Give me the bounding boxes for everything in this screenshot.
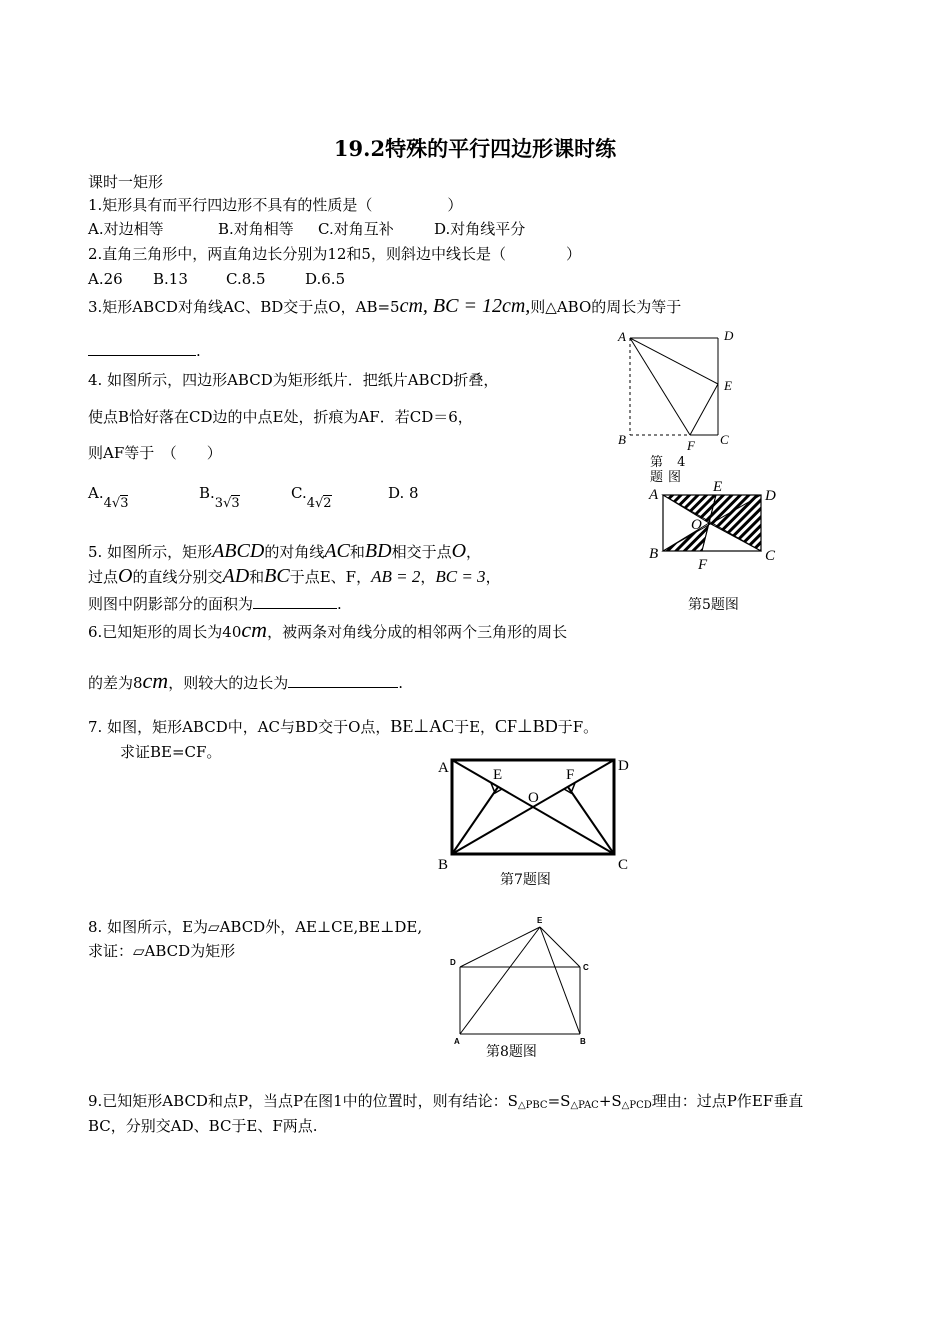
q6-line2: 的差为8cm，则较大的边长为 . bbox=[88, 668, 403, 693]
q5-math-bc3: BC = 3 bbox=[435, 567, 486, 586]
q5-blank[interactable] bbox=[253, 594, 337, 609]
q9-sub-pac: △PAC bbox=[570, 1100, 599, 1111]
q7-segment-be bbox=[452, 787, 498, 854]
q2-stem: 2.直角三角形中，两直角边长分别为12和5，则斜边中线长是（ ） bbox=[88, 245, 581, 263]
q4-label-e: E bbox=[724, 378, 732, 393]
q7-label-f: F bbox=[566, 767, 575, 783]
q4-label-d: D bbox=[724, 328, 734, 343]
q4-label-c: C bbox=[720, 432, 729, 447]
q5-label-d: D bbox=[765, 488, 776, 504]
q4-option-a: A.4√3 bbox=[88, 484, 129, 511]
q4-option-c-coef: 4 bbox=[306, 496, 315, 511]
q4-label-b: B bbox=[618, 432, 626, 447]
q9-sub-pbc: △PBC bbox=[517, 1100, 548, 1111]
q5-line2: 过点O的直线分别交AD和BC于点E、F，AB = 2，BC = 3， bbox=[88, 565, 501, 587]
q7-label-e: E bbox=[493, 767, 503, 783]
q5-shaded-edco bbox=[709, 495, 761, 551]
q7-figure bbox=[430, 748, 640, 878]
q5-label-e: E bbox=[713, 479, 723, 495]
q1-option-d: D.对角线平分 bbox=[434, 220, 526, 238]
q7-line2: 求证BE=CF。 bbox=[120, 743, 222, 761]
q4-fold-af bbox=[630, 338, 690, 435]
q5-label-o: O bbox=[691, 517, 702, 533]
q5-label-a: A bbox=[649, 487, 659, 503]
q1-option-a: A.对边相等 bbox=[88, 220, 164, 238]
q9-sub-pcd: △PCD bbox=[621, 1100, 652, 1111]
q5-math-bd: BD bbox=[364, 540, 392, 562]
q5-figure-caption: 第5题图 bbox=[688, 597, 739, 613]
q3-blank[interactable] bbox=[88, 341, 196, 356]
q6-blank[interactable] bbox=[288, 673, 398, 688]
q4-option-b-coef: 3 bbox=[214, 496, 224, 511]
q8-label-d: D bbox=[450, 958, 456, 967]
q6-line1: 6.已知矩形的周长为40cm，被两条对角线分成的相邻两个三角形的周长 bbox=[88, 617, 568, 642]
q7-rel-be-ac: BE⊥AC bbox=[390, 716, 455, 736]
q5-label-b: B bbox=[649, 546, 659, 562]
q9-line2: BC，分别交AD、BC于E、F两点. bbox=[88, 1117, 318, 1135]
q8-line1: 8. 如图所示，E为▱ABCD外，AE⊥CE,BE⊥DE, bbox=[88, 918, 423, 936]
q5-figure bbox=[645, 478, 785, 578]
q9-line1: 9.已知矩形ABCD和点P，当点P在图1中的位置时，则有结论：$S_{\triangle PBC}=S_{\triangle PAC}+S_{\triangle PCD}$理由：过点P作EF垂直 bbox=[88, 1092, 804, 1111]
q4-line2: 使点B恰好落在CD边的中点E处，折痕为AF．若CD＝6， bbox=[88, 408, 473, 426]
q8-segment-ea bbox=[460, 927, 540, 1034]
q4-label-a: A bbox=[618, 329, 626, 344]
q7-rel-cf-bd: CF⊥BD bbox=[495, 716, 558, 736]
q4-option-b: B.3√3 bbox=[199, 484, 240, 511]
q2-option-a: A.26 bbox=[88, 270, 123, 288]
q7-label-o: O bbox=[528, 790, 539, 806]
q3-text-post: 则△ABO的周长为等于 bbox=[530, 298, 682, 316]
q2-option-b: B.13 bbox=[153, 270, 188, 288]
q5-math-ab2: AB = 2 bbox=[371, 567, 421, 586]
q4-line3: 则AF等于 （ ） bbox=[88, 444, 222, 462]
q3-math: cm, BC = 12cm, bbox=[399, 295, 531, 317]
q5-line3: 则图中阴影部分的面积为 . bbox=[88, 595, 342, 613]
q4-line-ae bbox=[630, 338, 718, 384]
q5-math-ac: AC bbox=[324, 540, 350, 562]
q8-segment-ec bbox=[540, 927, 580, 967]
q8-segment-eb bbox=[540, 927, 580, 1034]
lesson-heading: 课时一矩形 bbox=[88, 173, 164, 191]
q8-segment-ed bbox=[460, 927, 540, 967]
q4-option-a-rad: 3 bbox=[120, 496, 129, 511]
page-title: 19.2特殊的平行四边形课时练 bbox=[333, 136, 617, 161]
q7-label-b: B bbox=[438, 857, 449, 873]
q3-period: . bbox=[196, 342, 201, 360]
q4-figure-caption: 第 4 题图 bbox=[650, 455, 691, 485]
q8-line2: 求证：▱ABCD为矩形 bbox=[88, 942, 236, 960]
q4-option-b-rad: 3 bbox=[231, 496, 240, 511]
q5-label-f: F bbox=[698, 557, 708, 573]
q1-option-b: B.对角相等 bbox=[218, 220, 294, 238]
q8-figure bbox=[445, 912, 605, 1047]
q1-stem: 1.矩形具有而平行四边形不具有的性质是（ ） bbox=[88, 196, 463, 214]
q7-label-d: D bbox=[618, 758, 629, 774]
q5-math-o: O bbox=[451, 540, 467, 562]
q6-unit-2: cm bbox=[142, 668, 169, 693]
q4-option-c-rad: 2 bbox=[323, 496, 332, 511]
q2-option-d: D.6.5 bbox=[305, 270, 346, 288]
q2-option-c: C.8.5 bbox=[226, 270, 266, 288]
q8-label-a: A bbox=[454, 1037, 460, 1046]
q8-label-b: B bbox=[580, 1037, 586, 1046]
q7-label-c: C bbox=[618, 857, 629, 873]
q4-figure bbox=[612, 326, 732, 456]
q3-answer-line bbox=[88, 341, 201, 361]
q5-math-o2: O bbox=[118, 565, 133, 587]
q4-line-ef bbox=[690, 384, 718, 435]
q5-label-c: C bbox=[765, 548, 776, 564]
q7-label-a: A bbox=[438, 760, 449, 776]
q7-line1: 7. 如图，矩形ABCD中，AC与BD交于O点，BE⊥AC于E，CF⊥BD于F。 bbox=[88, 716, 599, 736]
q5-line1: 5. 如图所示，矩形ABCD的对角线AC和BD相交于点O， bbox=[88, 540, 482, 562]
q5-math-ad: AD bbox=[222, 565, 250, 587]
q5-math-bc: BC bbox=[264, 565, 290, 587]
q4-option-a-coef: 4 bbox=[103, 496, 112, 511]
q3-text-pre: 3.矩形ABCD对角线AC、BD交于点O，AB=5 bbox=[88, 298, 400, 316]
q8-label-e: E bbox=[537, 916, 543, 925]
q5-math-abcd: ABCD bbox=[212, 540, 265, 562]
q7-figure-caption: 第7题图 bbox=[500, 872, 551, 888]
q6-unit-1: cm bbox=[241, 617, 268, 642]
q7-segment-cf bbox=[568, 787, 614, 854]
q4-option-d: D. 8 bbox=[388, 484, 419, 502]
q8-figure-caption: 第8题图 bbox=[486, 1044, 537, 1060]
q3-stem bbox=[88, 296, 681, 317]
q4-line1: 4. 如图所示，四边形ABCD为矩形纸片．把纸片ABCD折叠， bbox=[88, 371, 499, 389]
q8-label-c: C bbox=[583, 963, 589, 972]
q4-option-c: C.4√2 bbox=[291, 484, 332, 511]
q4-label-f: F bbox=[687, 438, 695, 453]
q1-option-c: C.对角互补 bbox=[318, 220, 394, 238]
